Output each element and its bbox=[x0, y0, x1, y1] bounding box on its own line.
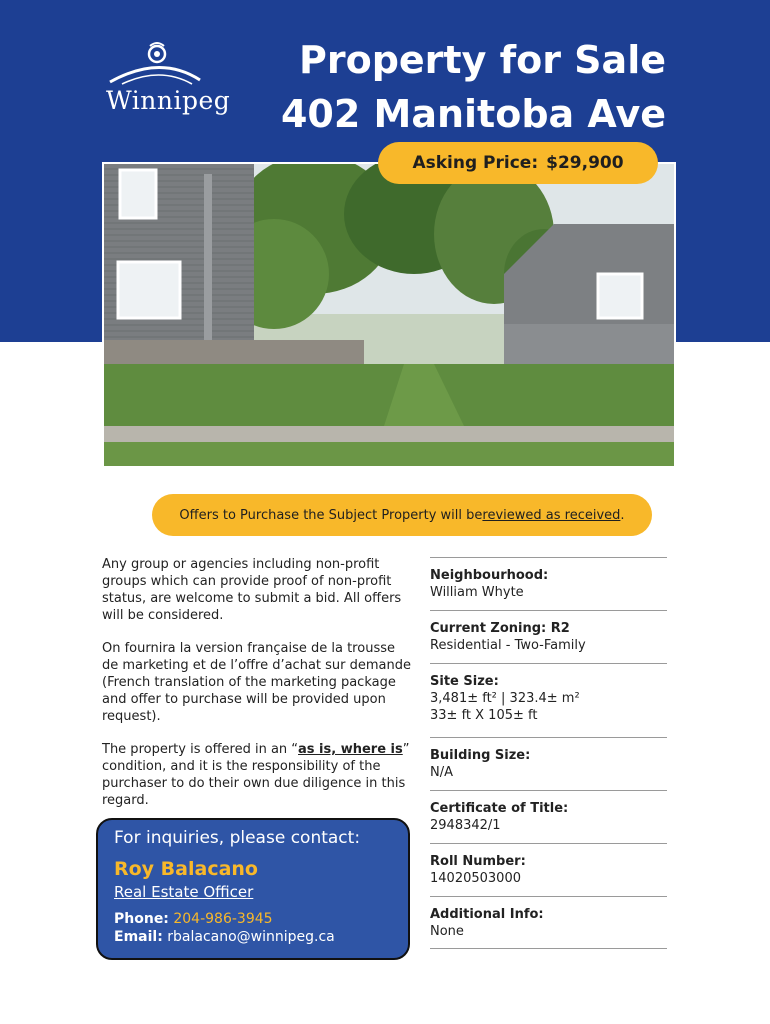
logo-mark-icon bbox=[100, 40, 220, 90]
detail-zoning bbox=[430, 610, 667, 663]
phone-link[interactable]: 204-986-3945 bbox=[173, 911, 273, 927]
asking-price-label: Asking Price: bbox=[412, 153, 539, 173]
email-label: Email: bbox=[114, 929, 163, 945]
asking-price-badge bbox=[378, 142, 658, 184]
detail-value: William Whyte bbox=[430, 585, 524, 600]
offers-period: . bbox=[620, 507, 625, 523]
detail-label: Neighbourhood: bbox=[430, 568, 549, 583]
detail-value: 33± ft X 105± ft bbox=[430, 708, 538, 723]
winnipeg-logo[interactable] bbox=[100, 40, 231, 120]
detail-additional-info bbox=[430, 896, 667, 949]
as-is-emphasis: as is, where is bbox=[298, 742, 403, 757]
offers-reviewed-link[interactable]: reviewed as received bbox=[482, 507, 621, 523]
detail-label: Current Zoning: R2 bbox=[430, 621, 570, 636]
phone-label: Phone: bbox=[114, 911, 169, 927]
property-details bbox=[430, 557, 667, 949]
contact-name: Roy Balacano bbox=[114, 858, 258, 880]
detail-label: Building Size: bbox=[430, 748, 531, 763]
detail-label: Site Size: bbox=[430, 674, 499, 689]
detail-certificate-of-title bbox=[430, 790, 667, 843]
detail-value: None bbox=[430, 924, 464, 939]
asking-price-value: $29,900 bbox=[546, 153, 624, 173]
email-link[interactable]: rbalacano@winnipeg.ca bbox=[167, 929, 335, 945]
offers-banner bbox=[152, 494, 652, 536]
as-is-text-before: The property is offered in an “ bbox=[102, 742, 299, 757]
detail-value: 3,481± ft² | 323.4± m² bbox=[430, 691, 580, 706]
detail-label: Roll Number: bbox=[430, 854, 526, 869]
contact-card bbox=[96, 818, 410, 960]
detail-neighbourhood bbox=[430, 557, 667, 610]
logo-wordmark: Winnipeg bbox=[106, 86, 231, 115]
property-photo bbox=[102, 162, 676, 468]
page-title: Property for Sale bbox=[299, 38, 666, 82]
french-translation-paragraph: On fournira la version française de la trousse de marketing et de l’offre d’achat sur demande (French translation of the marketing package and offer to purchase will be provided upon request). bbox=[102, 641, 411, 724]
vacant-lot-image bbox=[104, 164, 676, 468]
detail-value: Residential - Two-Family bbox=[430, 638, 586, 653]
detail-label: Additional Info: bbox=[430, 907, 544, 922]
as-is-paragraph bbox=[102, 741, 412, 809]
detail-site-size bbox=[430, 663, 667, 737]
contact-role: Real Estate Officer bbox=[114, 883, 254, 901]
contact-phone bbox=[114, 911, 392, 927]
detail-value: N/A bbox=[430, 765, 453, 780]
detail-value: 2948342/1 bbox=[430, 818, 501, 833]
description-column bbox=[102, 556, 412, 825]
contact-heading: For inquiries, please contact: bbox=[114, 828, 361, 848]
detail-label: Certificate of Title: bbox=[430, 801, 569, 816]
contact-email bbox=[114, 929, 392, 945]
as-is-text-after: ” condition, and it is the responsibility of the purchaser to do their own due diligence in this regard. bbox=[102, 742, 410, 808]
detail-roll-number bbox=[430, 843, 667, 896]
detail-building-size bbox=[430, 737, 667, 790]
offers-text: Offers to Purchase the Subject Property will be bbox=[179, 507, 483, 523]
eligibility-paragraph: Any group or agencies including non-profit groups which can provide proof of non-profit status, are welcome to submit a bid. All offers will be considered. bbox=[102, 557, 402, 623]
detail-value: 14020503000 bbox=[430, 871, 521, 886]
property-address: 402 Manitoba Ave bbox=[280, 92, 666, 136]
